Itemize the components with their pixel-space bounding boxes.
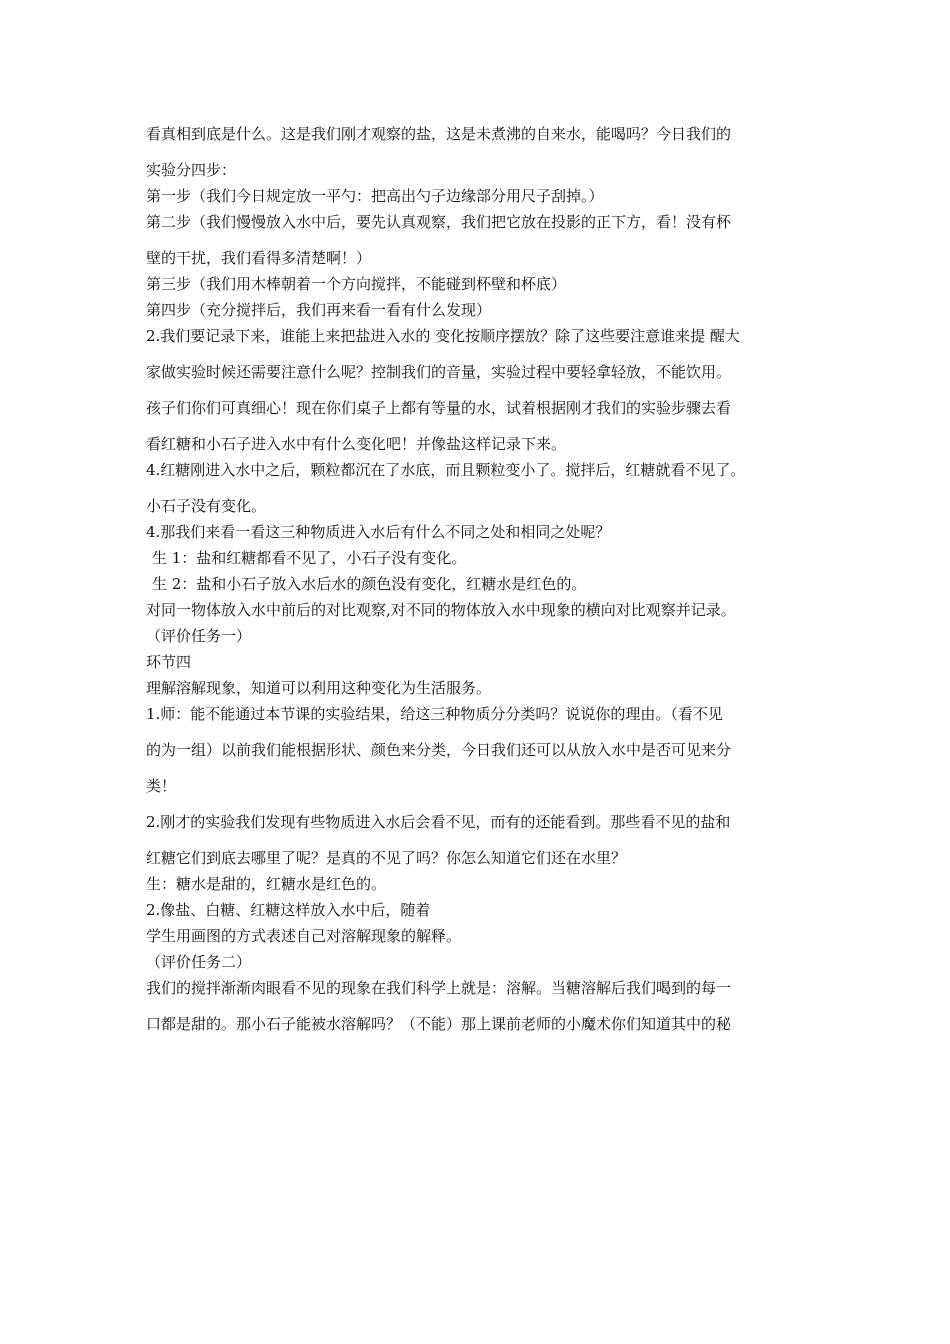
text-line: 生 1：盐和红糖都看不见了，小石子没有变化。 — [152, 549, 467, 567]
text-line: 第四步（充分搅拌后，我们再来看一看有什么发现） — [146, 301, 492, 319]
text-line: 小石子没有变化。 — [146, 497, 267, 515]
text-line: 2.像盐、白糖、红糖这样放入水中后，随着 — [146, 901, 431, 919]
text-line: 第一步（我们今日规定放一平勺：把高出勺子边缘部分用尺子刮掉。） — [146, 187, 604, 205]
text-line: 的为一组）以前我们能根据形状、颜色来分类，今日我们还可以从放入水中是否可见来分 — [146, 741, 732, 759]
text-line: （评价任务二） — [146, 953, 252, 971]
section-heading: 环节四 — [146, 653, 192, 671]
text-line: 2.刚才的实验我们发现有些物质进入水后会看不见，而有的还能看到。那些看不见的盐和 — [146, 813, 731, 831]
text-line: 壁的干扰，我们看得多清楚啊！） — [146, 249, 372, 267]
text-line: （评价任务一） — [146, 627, 252, 645]
text-line: 理解溶解现象，知道可以利用这种变化为生活服务。 — [146, 679, 492, 697]
text-line: 4.那我们来看一看这三种物质进入水后有什么不同之处和相同之处呢？ — [146, 523, 611, 541]
text-line: 2.我们要记录下来，谁能上来把盐进入水的 变化按顺序摆放？除了这些要注意谁来提 醒大 — [146, 327, 740, 345]
text-line: 第三步（我们用木棒朝着一个方向搅拌，不能碰到杯壁和杯底） — [146, 275, 567, 293]
text-line: 家做实验时候还需要注意什么呢？控制我们的音量，实验过程中要轻拿轻放，不能饮用。 — [146, 363, 732, 381]
text-line: 孩子们你们可真细心！现在你们桌子上都有等量的水，试着根据刚才我们的实验步骤去看 — [146, 399, 732, 417]
text-line: 生：糖水是甜的，红糖水是红色的。 — [146, 875, 387, 893]
text-line: 看红糖和小石子进入水中有什么变化吧！并像盐这样记录下来。 — [146, 435, 567, 453]
text-line: 类！ — [146, 777, 177, 795]
text-line: 红糖它们到底去哪里了呢？是真的不见了吗？你怎么知道它们还在水里？ — [146, 849, 627, 867]
text-line: 1.师：能不能通过本节课的实验结果，给这三种物质分分类吗？说说你的理由。（看不见 — [146, 705, 723, 723]
text-line: 看真相到底是什么。这是我们刚才观察的盐，这是未煮沸的自来水，能喝吗？今日我们的 — [146, 125, 732, 143]
text-line: 学生用画图的方式表述自己对溶解现象的解释。 — [146, 927, 462, 945]
text-line: 对同一物体放入水中前后的对比观察,对不同的物体放入水中现象的横向对比观察并记录。 — [146, 601, 736, 619]
text-line: 第二步（我们慢慢放入水中后，要先认真观察，我们把它放在投影的正下方，看！没有杯 — [146, 213, 732, 231]
text-line: 4.红糖刚进入水中之后，颗粒都沉在了水底，而且颗粒变小了。搅拌后，红糖就看不见了。 — [146, 461, 746, 479]
text-line: 实验分四步： — [146, 161, 237, 179]
text-line: 我们的搅拌渐渐肉眼看不见的现象在我们科学上就是：溶解。当糖溶解后我们喝到的每一 — [146, 979, 732, 997]
text-line: 口都是甜的。那小石子能被水溶解吗？（不能）那上课前老师的小魔术你们知道其中的秘 — [146, 1015, 732, 1033]
document-body — [146, 124, 820, 1034]
text-line: 生 2：盐和小石子放入水后水的颜色没有变化，红糖水是红色的。 — [152, 575, 587, 593]
